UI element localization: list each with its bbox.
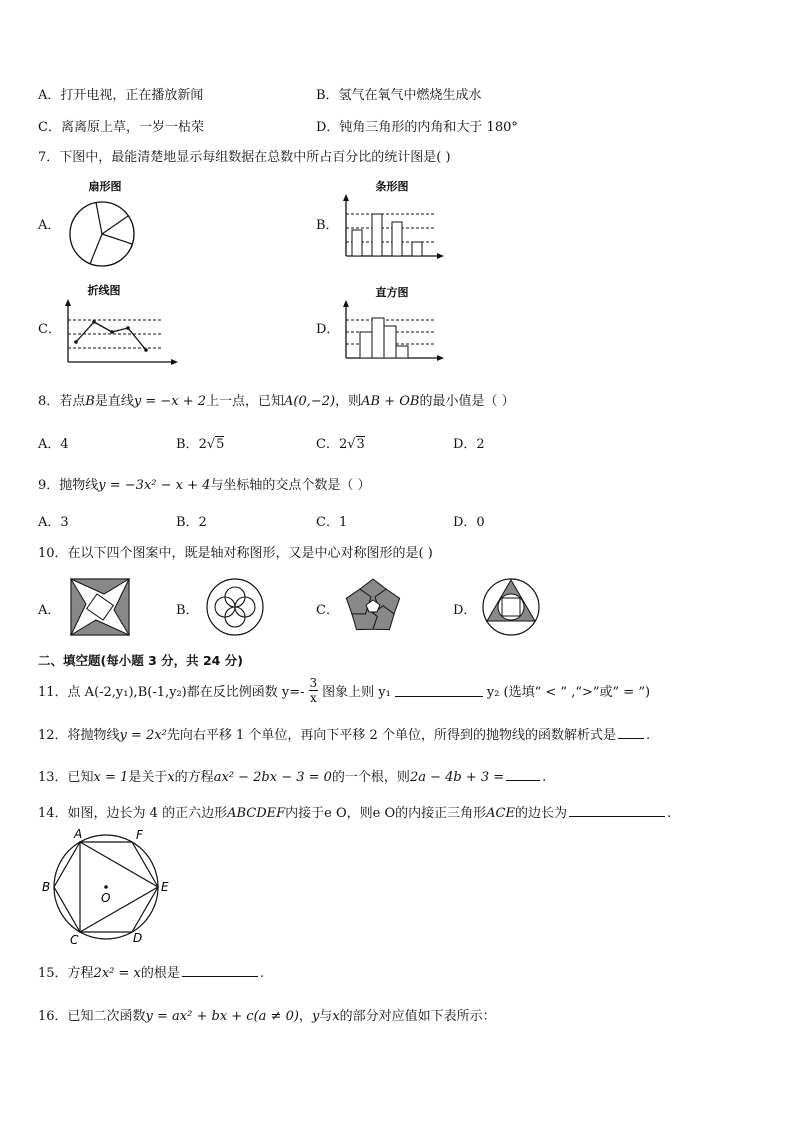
q6-option-c: C．离离原上草，一岁一枯荣 bbox=[38, 120, 204, 135]
center-point bbox=[104, 885, 108, 889]
q6-option-d: D．钝角三角形的内角和大于 180° bbox=[316, 120, 518, 135]
label-a: A bbox=[74, 827, 83, 841]
pattern-c-figure bbox=[340, 576, 406, 638]
q8-option-b: B．2√5 bbox=[176, 437, 225, 452]
label-e: E bbox=[161, 880, 169, 894]
q11-answer-blank bbox=[395, 683, 483, 697]
bar-chart-title: 条形图 bbox=[375, 180, 409, 193]
q8-option-a: A．4 bbox=[38, 437, 69, 452]
q7-option-b-label: B． bbox=[316, 218, 339, 233]
q14-answer-blank bbox=[569, 803, 665, 817]
line-chart-title: 折线图 bbox=[87, 284, 121, 297]
pattern-d-figure bbox=[480, 576, 542, 638]
label-d: D bbox=[133, 931, 143, 945]
q7-option-a-label: A． bbox=[38, 218, 61, 233]
q10-stem: 10．在以下四个图案中，既是轴对称图形，又是中心对称图形的是( ) bbox=[38, 546, 433, 561]
q11-stem: 11．点 A(-2,y₁),B(-1,y₂)都在反比例函数 y=- $\frac{3}{x}$ 图象上则 y₁ y₂ (选填“ < ” ,“>”或” = ”) bbox=[38, 675, 651, 705]
q15-answer-blank bbox=[182, 963, 258, 977]
q12-stem: 12．将抛物线y = 2x²先向右平移 1 个单位，再向下平移 2 个单位，所得到的抛物线的函数解析式是 . bbox=[38, 724, 650, 743]
pie-chart-figure bbox=[60, 176, 150, 268]
histogram-title: 直方图 bbox=[375, 286, 409, 299]
q14-stem: 14．如图，边长为 4 的正六边形ABCDEF内接于e O，则e O的内接正三角形ACE的边长为 . bbox=[38, 802, 671, 821]
q10-option-b-label: B． bbox=[176, 603, 199, 618]
label-b: B bbox=[42, 880, 51, 894]
line-chart-figure bbox=[58, 280, 182, 368]
q10-option-c-label: C． bbox=[316, 603, 339, 618]
pattern-b-figure bbox=[203, 576, 267, 638]
q10-option-a-label: A． bbox=[38, 603, 61, 618]
q9-option-b: B．2 bbox=[176, 515, 207, 530]
triangle-ace bbox=[80, 842, 158, 932]
q9-stem: 9．抛物线y = −3x² − x + 4与坐标轴的交点个数是（ ） bbox=[38, 478, 371, 493]
pattern-a-figure bbox=[68, 576, 132, 638]
q15-stem: 15．方程2x² = x的根是 . bbox=[38, 962, 264, 981]
label-c: C bbox=[70, 933, 79, 947]
histogram-figure bbox=[336, 282, 448, 366]
q9-option-a: A．3 bbox=[38, 515, 69, 530]
q10-option-d-label: D． bbox=[453, 603, 477, 618]
q13-stem: 13．已知x = 1是关于x的方程ax² − 2bx − 3 = 0的一个根，则2a − 4b + 3 = . bbox=[38, 766, 546, 785]
bar-chart-figure bbox=[336, 176, 448, 264]
q6-option-a: A．打开电视，正在播放新闻 bbox=[38, 88, 204, 103]
q13-answer-blank bbox=[506, 767, 540, 781]
pie-chart-title: 扇形图 bbox=[88, 180, 122, 193]
q9-option-c: C．1 bbox=[316, 515, 348, 530]
q8-option-d: D．2 bbox=[453, 437, 485, 452]
section-title: 二、填空题(每小题 3 分，共 24 分) bbox=[38, 653, 243, 668]
q7-stem: 7．下图中，最能清楚地显示每组数据在总数中所占百分比的统计图是( ) bbox=[38, 150, 451, 165]
q7-option-c-label: C． bbox=[38, 322, 61, 337]
q12-answer-blank bbox=[618, 725, 644, 739]
label-f: F bbox=[136, 828, 143, 842]
q11-fraction: $\frac{3}{x}$ bbox=[309, 675, 318, 705]
q6-option-b: B．氢气在氧气中燃烧生成水 bbox=[316, 88, 482, 103]
q8-stem: 8．若点B是直线y = −x + 2上一点，已知A(0,−2)，则AB + OB的最小值是（ ） bbox=[38, 394, 515, 409]
label-o: O bbox=[101, 891, 111, 905]
q9-option-d: D．0 bbox=[453, 515, 485, 530]
q8-option-c: C．2√3 bbox=[316, 437, 365, 452]
hexagon-circle-figure bbox=[36, 826, 180, 948]
q7-option-d-label: D． bbox=[316, 322, 340, 337]
q16-stem: 16．已知二次函数y = ax² + bx + c(a ≠ 0)，y与x的部分对应值如下表所示： bbox=[38, 1009, 496, 1024]
